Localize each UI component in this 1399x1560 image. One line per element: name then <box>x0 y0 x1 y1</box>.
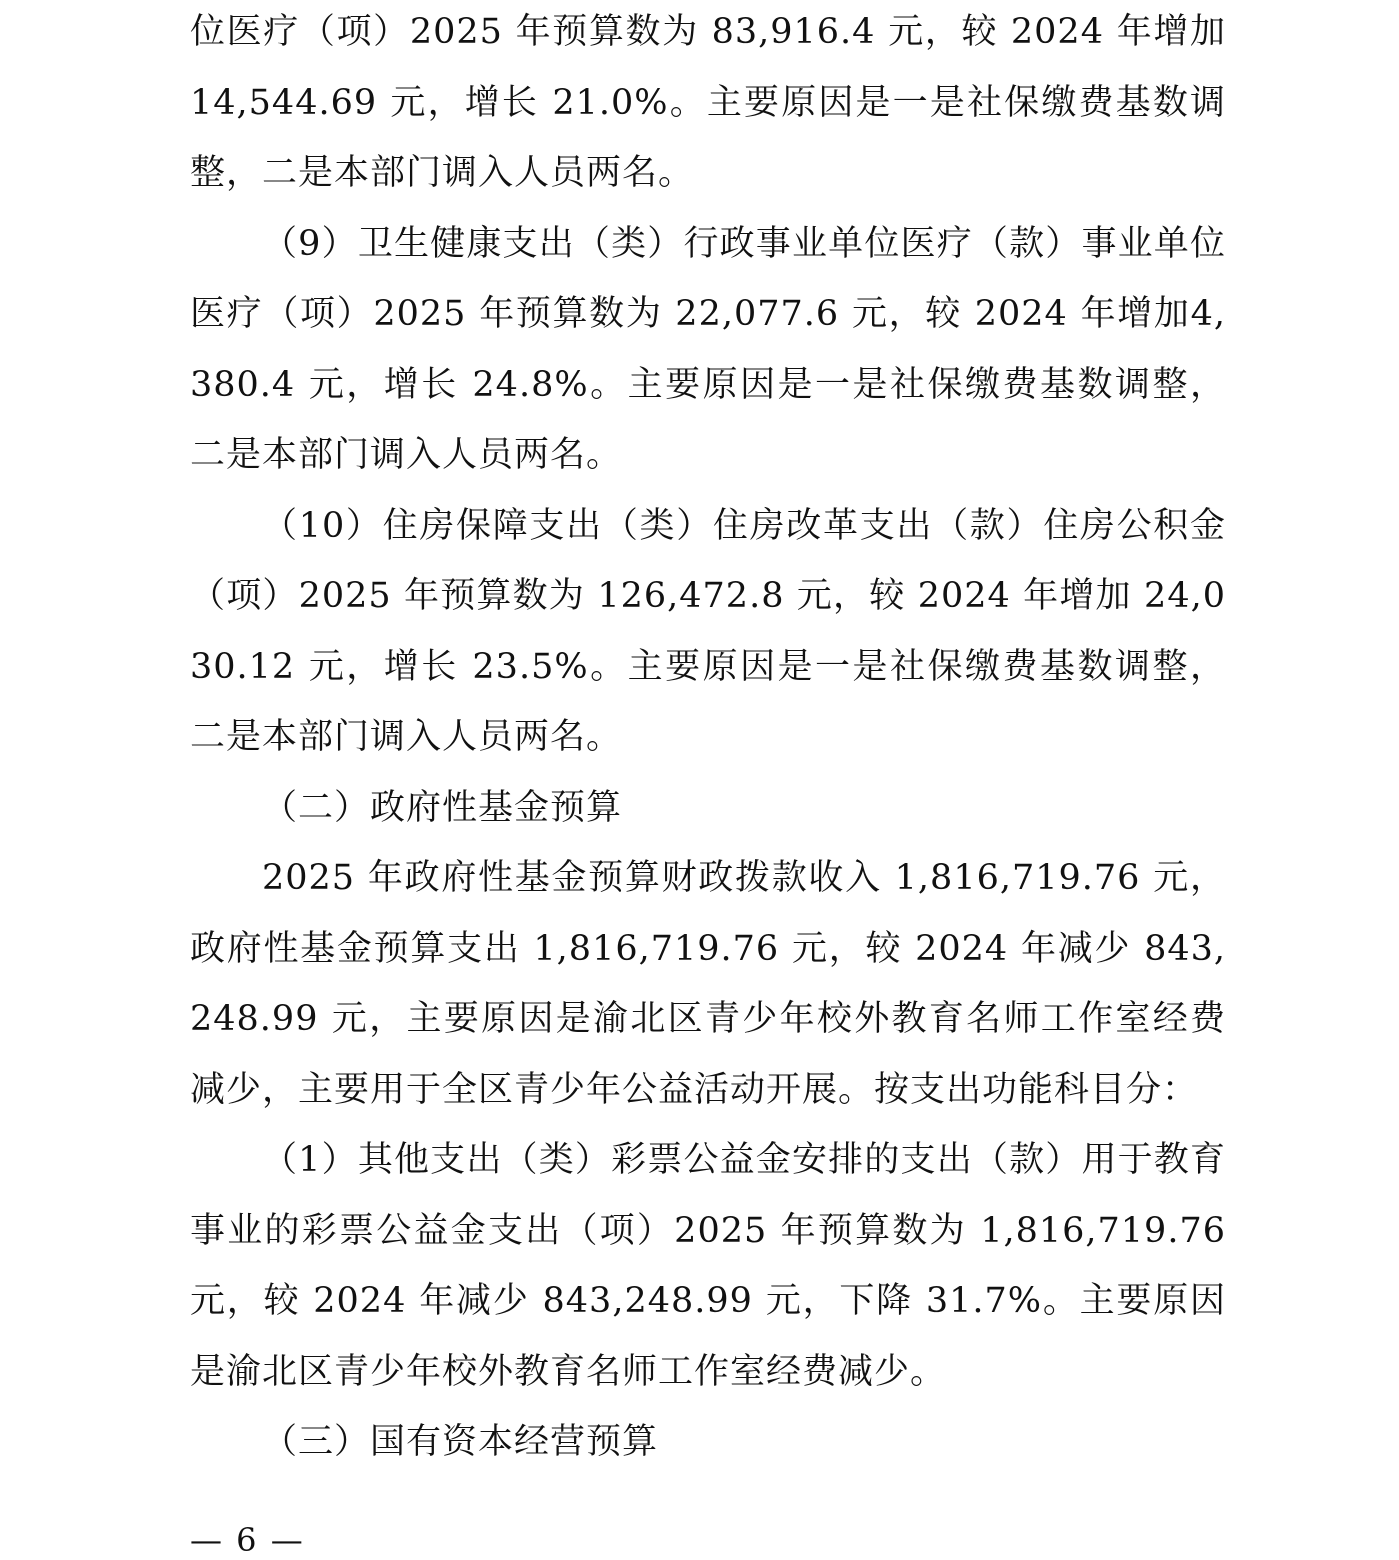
heading-government-fund-budget: （二）政府性基金预算 <box>262 787 623 828</box>
heading-state-capital-budget: （三）国有资本经营预算 <box>262 1422 659 1462</box>
paragraph-government-fund-summary: 2025 年政府性基金预算财政拨款收入 1,816,719.76 元，政府性基金预算支出 1,816,719.76 元，较 2024 年减少 843,248.99 元，主要原因是渝北区青少年校外教育名师工作室经费减少，主要用于全区青少年公益活动开展。按支出功能科目分： <box>190 858 1226 1110</box>
page-number: — 6 — <box>190 1521 305 1559</box>
document-body <box>190 0 1226 1478</box>
paragraph-government-fund-item-1: （1）其他支出（类）彩票公益金安排的支出（款）用于教育事业的彩票公益金支出（项）2025 年预算数为 1,816,719.76 元，较 2024 年减少 843,248.99 元，下降 31.7%。主要原因是渝北区青少年校外教育名师工作室经费减少。 <box>190 1140 1226 1392</box>
paragraph-item-8-continued: 位医疗（项）2025 年预算数为 83,916.4 元，较 2024 年增加14,544.69 元，增长 21.0%。主要原因是一是社保缴费基数调整，二是本部门调入人员两名。 <box>190 12 1226 193</box>
paragraph-item-10: （10）住房保障支出（类）住房改革支出（款）住房公积金（项）2025 年预算数为 126,472.8 元，较 2024 年增加 24,030.12 元，增长 23.5%。主要原因是一是社保缴费基数调整，二是本部门调入人员两名。 <box>190 505 1226 757</box>
paragraph-item-9: （9）卫生健康支出（类）行政事业单位医疗（款）事业单位医疗（项）2025 年预算数为 22,077.6 元，较 2024 年增加4,380.4 元，增长 24.8%。主要原因是一是社保缴费基数调整，二是本部门调入人员两名。 <box>190 223 1226 475</box>
